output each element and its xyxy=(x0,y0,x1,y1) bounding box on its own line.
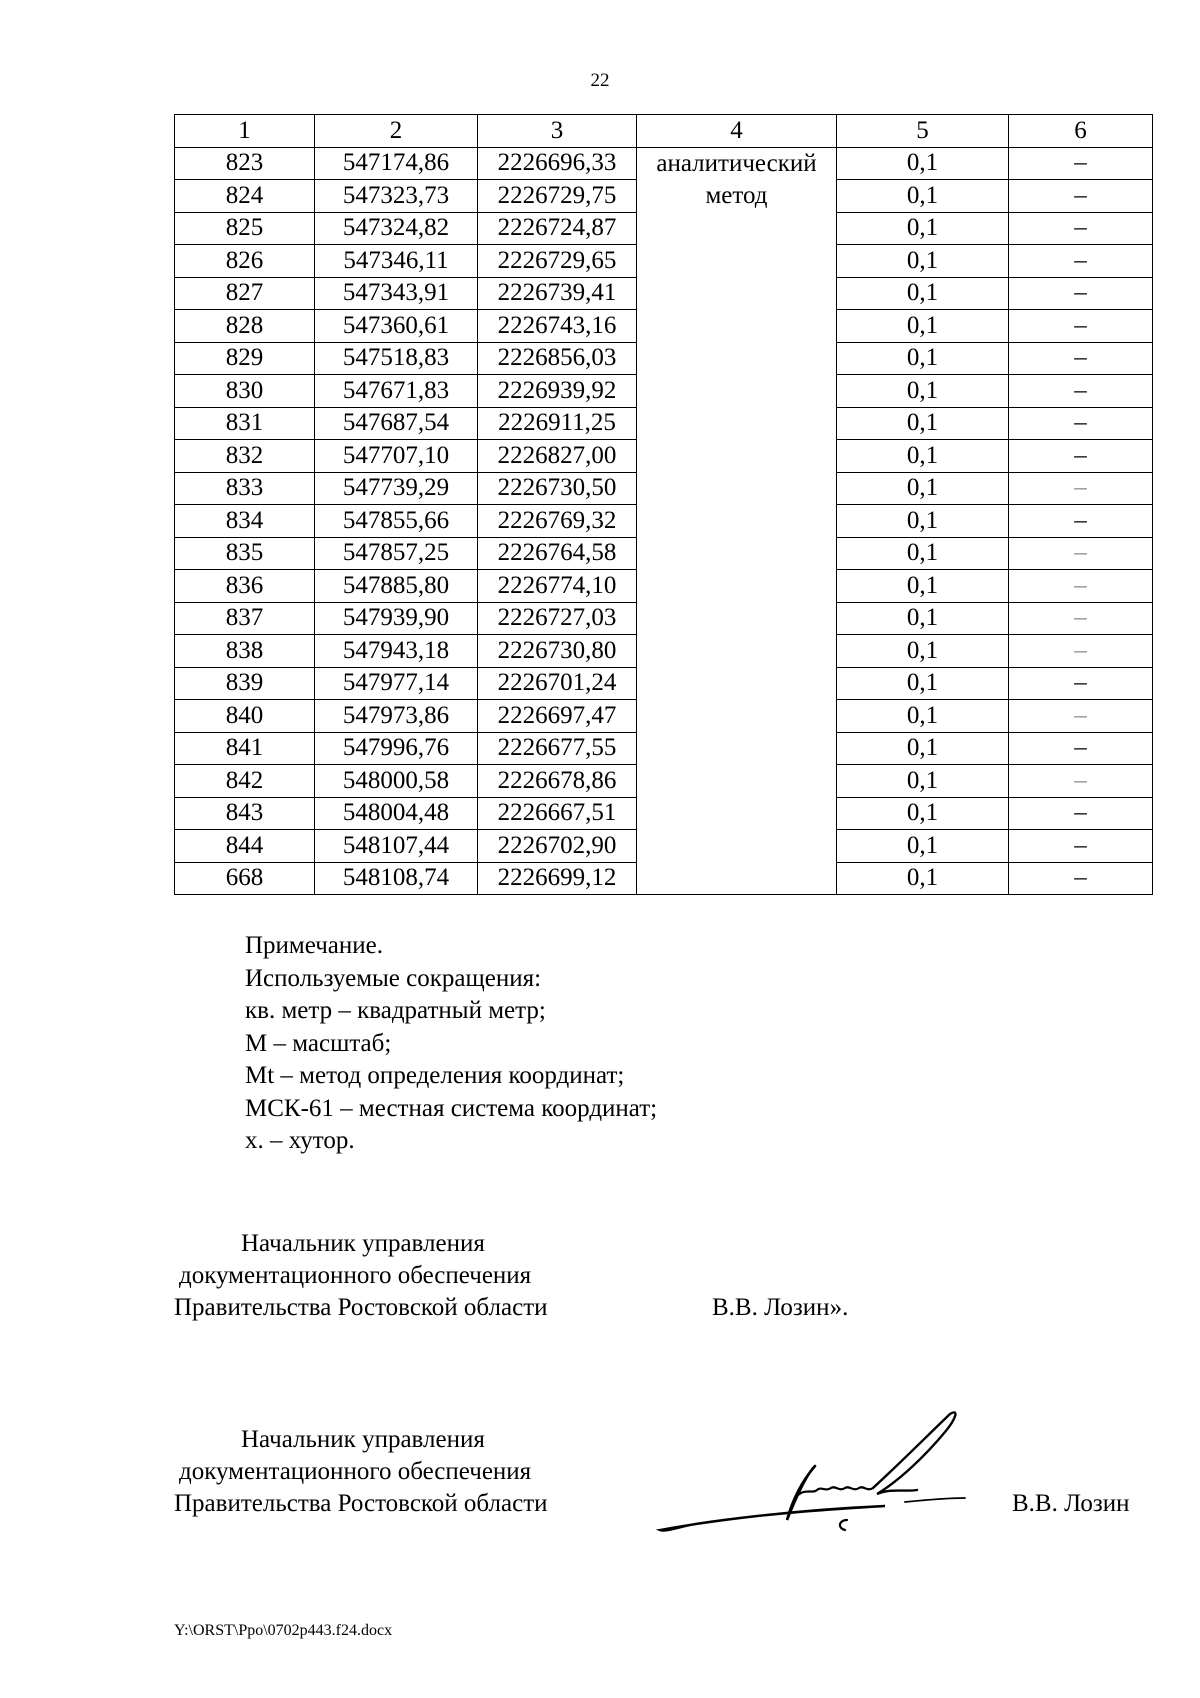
page-number: 22 xyxy=(590,70,610,91)
precision-cell: 0,1 xyxy=(837,212,1009,245)
point-number-cell: 827 xyxy=(175,277,315,310)
y-coordinate-cell: 2226743,16 xyxy=(478,310,637,343)
point-number-cell: 837 xyxy=(175,602,315,635)
precision-cell: 0,1 xyxy=(837,245,1009,278)
y-coordinate-cell: 2226939,92 xyxy=(478,375,637,408)
point-number-cell: 833 xyxy=(175,472,315,505)
description-cell: – xyxy=(1009,732,1153,765)
description-cell: – xyxy=(1009,180,1153,213)
description-cell: – xyxy=(1009,765,1153,798)
description-cell: – xyxy=(1009,375,1153,408)
y-coordinate-cell: 2226774,10 xyxy=(478,570,637,603)
description-cell: – xyxy=(1009,310,1153,343)
precision-cell: 0,1 xyxy=(837,342,1009,375)
point-number-cell: 668 xyxy=(175,862,315,895)
y-coordinate-cell: 2226730,50 xyxy=(478,472,637,505)
column-header: 1 xyxy=(175,115,315,148)
note-line: М – масштаб; xyxy=(245,1029,392,1057)
description-cell: – xyxy=(1009,277,1153,310)
x-coordinate-cell: 547857,25 xyxy=(315,537,478,570)
point-number-cell: 842 xyxy=(175,765,315,798)
signer-title-line: документационного обеспечения xyxy=(179,1262,532,1289)
y-coordinate-cell: 2226739,41 xyxy=(478,277,637,310)
note-line: кв. метр – квадратный метр; xyxy=(245,997,546,1024)
file-path-footer: Y:\ORST\Ppo\0702p443.f24.docx xyxy=(174,1622,393,1639)
point-number-cell: 839 xyxy=(175,667,315,700)
point-number-cell: 830 xyxy=(175,375,315,408)
point-number-cell: 844 xyxy=(175,830,315,863)
x-coordinate-cell: 547973,86 xyxy=(315,700,478,733)
precision-cell: 0,1 xyxy=(837,537,1009,570)
y-coordinate-cell: 2226678,86 xyxy=(478,765,637,798)
x-coordinate-cell: 547885,80 xyxy=(315,570,478,603)
method-cell: аналитический метод xyxy=(637,147,837,895)
description-cell: – xyxy=(1009,797,1153,830)
x-coordinate-cell: 547687,54 xyxy=(315,407,478,440)
description-cell: – xyxy=(1009,862,1153,895)
signer-title-line: Начальник управления xyxy=(241,1426,485,1453)
point-number-cell: 826 xyxy=(175,245,315,278)
note-line: х. – хутор. xyxy=(245,1127,355,1154)
description-cell: – xyxy=(1009,830,1153,863)
x-coordinate-cell: 547855,66 xyxy=(315,505,478,538)
x-coordinate-cell: 547323,73 xyxy=(315,180,478,213)
precision-cell: 0,1 xyxy=(837,797,1009,830)
x-coordinate-cell: 547977,14 xyxy=(315,667,478,700)
y-coordinate-cell: 2226764,58 xyxy=(478,537,637,570)
precision-cell: 0,1 xyxy=(837,732,1009,765)
x-coordinate-cell: 547518,83 xyxy=(315,342,478,375)
precision-cell: 0,1 xyxy=(837,440,1009,473)
precision-cell: 0,1 xyxy=(837,602,1009,635)
signer-name: В.В. Лозин». xyxy=(712,1294,849,1321)
x-coordinate-cell: 547324,82 xyxy=(315,212,478,245)
precision-cell: 0,1 xyxy=(837,277,1009,310)
description-cell: – xyxy=(1009,700,1153,733)
precision-cell: 0,1 xyxy=(837,700,1009,733)
x-coordinate-cell: 548108,74 xyxy=(315,862,478,895)
x-coordinate-cell: 547360,61 xyxy=(315,310,478,343)
description-cell: – xyxy=(1009,570,1153,603)
y-coordinate-cell: 2226856,03 xyxy=(478,342,637,375)
precision-cell: 0,1 xyxy=(837,505,1009,538)
point-number-cell: 835 xyxy=(175,537,315,570)
table-header-row xyxy=(175,115,1153,148)
note-title: Примечание. xyxy=(245,932,384,959)
description-cell: – xyxy=(1009,245,1153,278)
x-coordinate-cell: 547939,90 xyxy=(315,602,478,635)
description-cell: – xyxy=(1009,342,1153,375)
y-coordinate-cell: 2226699,12 xyxy=(478,862,637,895)
point-number-cell: 841 xyxy=(175,732,315,765)
x-coordinate-cell: 547707,10 xyxy=(315,440,478,473)
point-number-cell: 836 xyxy=(175,570,315,603)
column-header: 6 xyxy=(1009,115,1153,148)
point-number-cell: 828 xyxy=(175,310,315,343)
signer-title-line: Начальник управления xyxy=(241,1230,485,1257)
y-coordinate-cell: 2226729,65 xyxy=(478,245,637,278)
point-number-cell: 840 xyxy=(175,700,315,733)
x-coordinate-cell: 547739,29 xyxy=(315,472,478,505)
table-row xyxy=(175,147,1153,180)
y-coordinate-cell: 2226729,75 xyxy=(478,180,637,213)
x-coordinate-cell: 548004,48 xyxy=(315,797,478,830)
signer-name: В.В. Лозин xyxy=(1012,1490,1130,1517)
description-cell: – xyxy=(1009,537,1153,570)
point-number-cell: 838 xyxy=(175,635,315,668)
point-number-cell: 831 xyxy=(175,407,315,440)
description-cell: – xyxy=(1009,212,1153,245)
column-header: 5 xyxy=(837,115,1009,148)
precision-cell: 0,1 xyxy=(837,407,1009,440)
description-cell: – xyxy=(1009,472,1153,505)
x-coordinate-cell: 547346,11 xyxy=(315,245,478,278)
x-coordinate-cell: 547996,76 xyxy=(315,732,478,765)
y-coordinate-cell: 2226827,00 xyxy=(478,440,637,473)
description-cell: – xyxy=(1009,440,1153,473)
signer-title-line: документационного обеспечения xyxy=(179,1458,532,1485)
table-body xyxy=(175,147,1153,895)
note-section xyxy=(245,930,657,1158)
y-coordinate-cell: 2226702,90 xyxy=(478,830,637,863)
x-coordinate-cell: 548000,58 xyxy=(315,765,478,798)
y-coordinate-cell: 2226701,24 xyxy=(478,667,637,700)
column-header: 2 xyxy=(315,115,478,148)
precision-cell: 0,1 xyxy=(837,310,1009,343)
handwritten-signature xyxy=(655,1408,985,1548)
precision-cell: 0,1 xyxy=(837,375,1009,408)
precision-cell: 0,1 xyxy=(837,862,1009,895)
precision-cell: 0,1 xyxy=(837,180,1009,213)
precision-cell: 0,1 xyxy=(837,570,1009,603)
description-cell: – xyxy=(1009,667,1153,700)
description-cell: – xyxy=(1009,505,1153,538)
precision-cell: 0,1 xyxy=(837,667,1009,700)
point-number-cell: 834 xyxy=(175,505,315,538)
description-cell: – xyxy=(1009,407,1153,440)
signer-title-line: Правительства Ростовской области xyxy=(174,1294,548,1321)
x-coordinate-cell: 547671,83 xyxy=(315,375,478,408)
description-cell: – xyxy=(1009,147,1153,180)
signer-title-line: Правительства Ростовской области xyxy=(174,1490,548,1517)
y-coordinate-cell: 2226667,51 xyxy=(478,797,637,830)
precision-cell: 0,1 xyxy=(837,765,1009,798)
column-header: 3 xyxy=(478,115,637,148)
x-coordinate-cell: 547343,91 xyxy=(315,277,478,310)
x-coordinate-cell: 547943,18 xyxy=(315,635,478,668)
y-coordinate-cell: 2226911,25 xyxy=(478,407,637,440)
point-number-cell: 832 xyxy=(175,440,315,473)
point-number-cell: 843 xyxy=(175,797,315,830)
y-coordinate-cell: 2226730,80 xyxy=(478,635,637,668)
description-cell: – xyxy=(1009,602,1153,635)
precision-cell: 0,1 xyxy=(837,147,1009,180)
note-line: Используемые сокращения: xyxy=(245,964,542,992)
y-coordinate-cell: 2226769,32 xyxy=(478,505,637,538)
x-coordinate-cell: 547174,86 xyxy=(315,147,478,180)
description-cell: – xyxy=(1009,635,1153,668)
note-line: МСК-61 – местная система координат; xyxy=(245,1094,658,1122)
y-coordinate-cell: 2226724,87 xyxy=(478,212,637,245)
y-coordinate-cell: 2226727,03 xyxy=(478,602,637,635)
coordinates-table xyxy=(174,114,1153,895)
point-number-cell: 829 xyxy=(175,342,315,375)
precision-cell: 0,1 xyxy=(837,635,1009,668)
point-number-cell: 824 xyxy=(175,180,315,213)
column-header: 4 xyxy=(637,115,837,148)
note-line: Mt – метод определения координат; xyxy=(245,1062,625,1089)
precision-cell: 0,1 xyxy=(837,830,1009,863)
y-coordinate-cell: 2226696,33 xyxy=(478,147,637,180)
precision-cell: 0,1 xyxy=(837,472,1009,505)
x-coordinate-cell: 548107,44 xyxy=(315,830,478,863)
y-coordinate-cell: 2226677,55 xyxy=(478,732,637,765)
point-number-cell: 823 xyxy=(175,147,315,180)
y-coordinate-cell: 2226697,47 xyxy=(478,700,637,733)
point-number-cell: 825 xyxy=(175,212,315,245)
